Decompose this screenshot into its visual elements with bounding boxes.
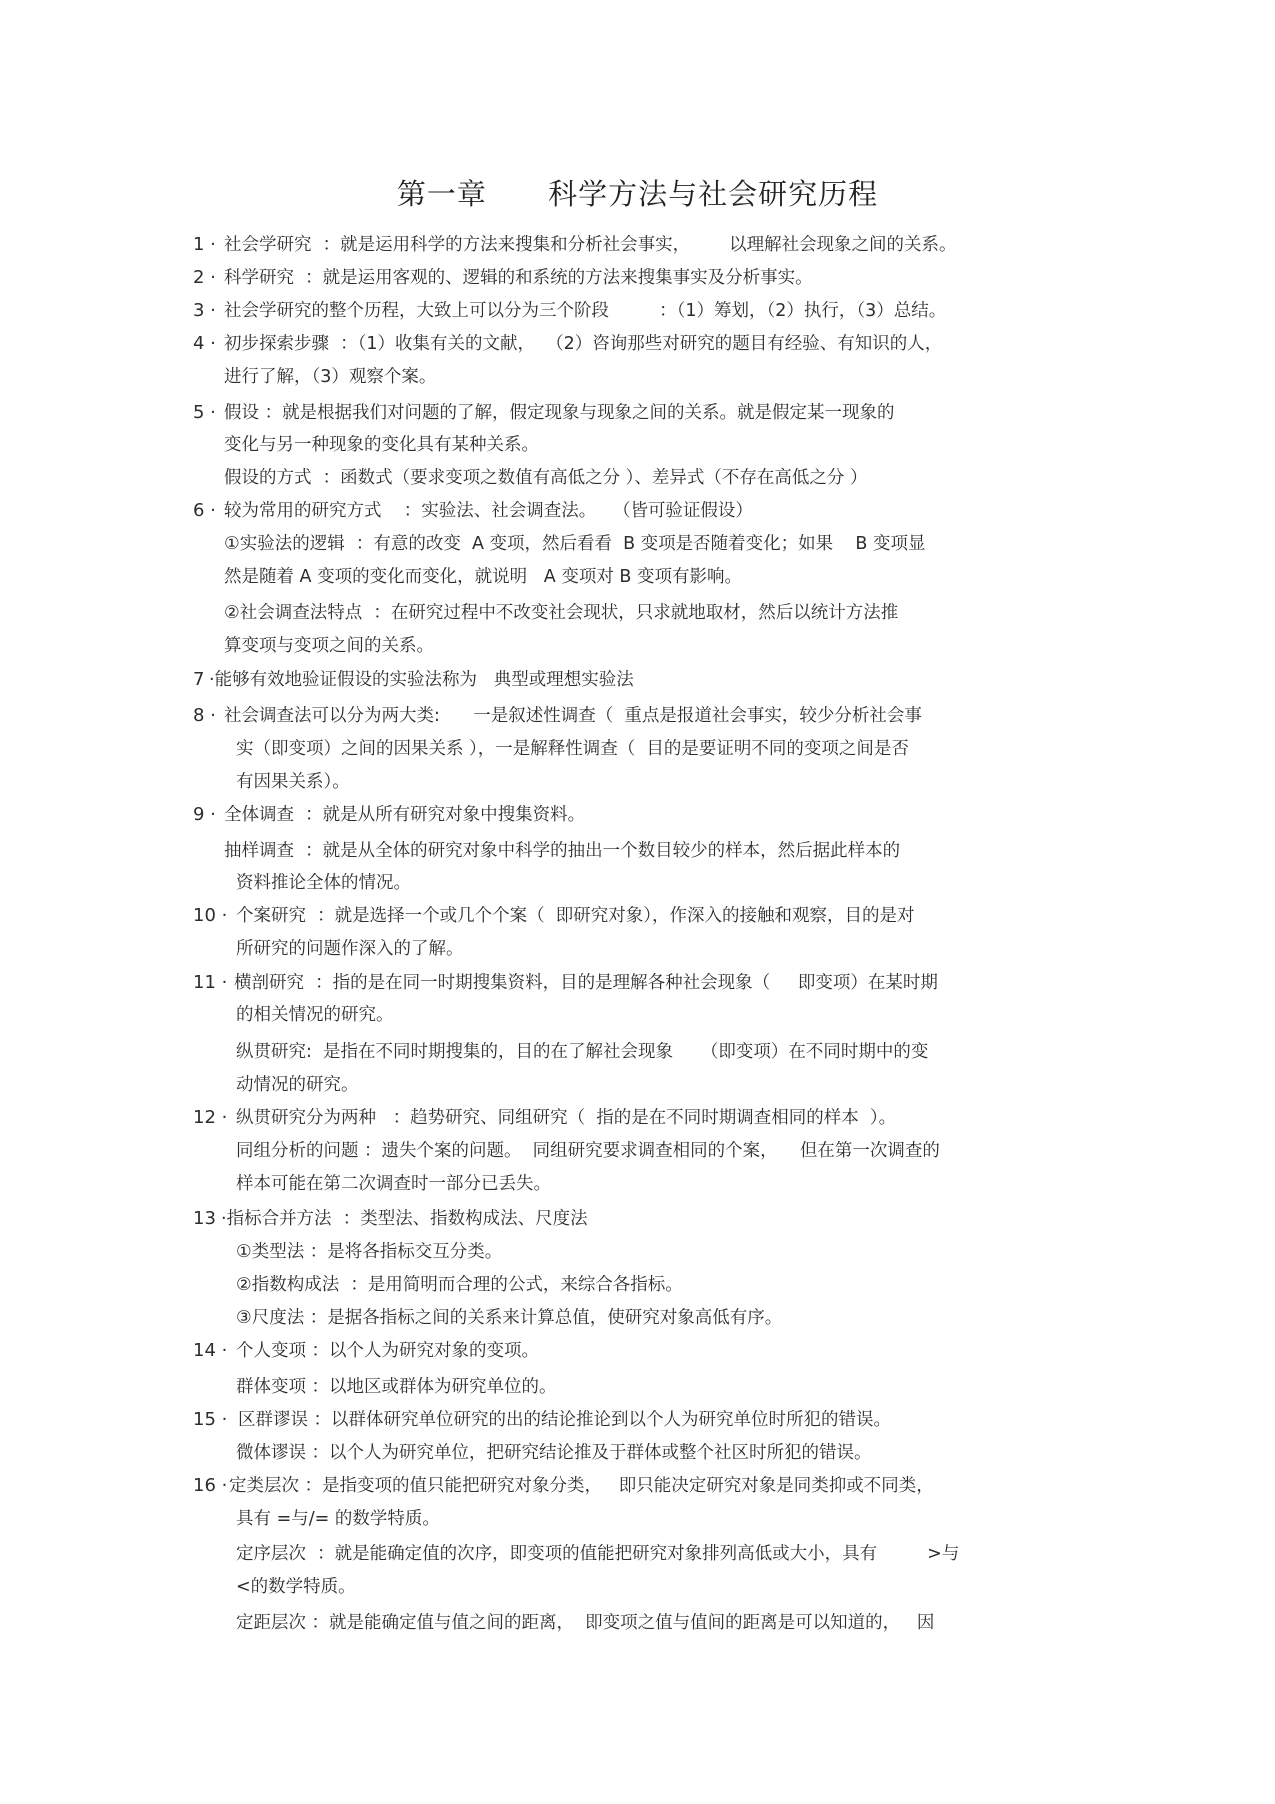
item-16-ordinal-cont: <的数学特质。 <box>236 1577 356 1597</box>
item-8-text: 社会调查法可以分为两大类: 一是叙述性调查（ 重点是报道社会事实，较少分析社会事 <box>224 706 922 726</box>
item-number-8: 8 · <box>193 705 216 726</box>
item-7-text: ·能够有效地验证假设的实验法称为 典型或理想实验法 <box>209 670 634 690</box>
item-number-5: 5 · <box>193 402 216 423</box>
item-13-scale: ③尺度法 ：是据各指标之间的关系来计算总值，使研究对象高低有序。 <box>236 1308 783 1328</box>
item-12-panel-issue-cont: 样本可能在第二次调查时一部分已丢失。 <box>236 1174 551 1194</box>
item-13-index: ②指数构成法 ：是用简明而合理的公式，来综合各指标。 <box>236 1275 683 1295</box>
item-11-longitudinal: 纵贯研究: 是指在不同时期搜集的，目的在了解社会现象 （即变项）在不同时期中的变 <box>236 1042 929 1062</box>
item-11-longitudinal-cont: 动情况的研究。 <box>236 1075 359 1095</box>
item-number-11: 11 · <box>193 972 228 993</box>
item-6-experiment-logic-cont: 然是随着 A 变项的变化而变化，就说明 A 变项对 B 变项有影响。 <box>224 567 742 587</box>
item-8-text-cont: 实（即变项）之间的因果关系 ），一是解释性调查（ 目的是要证明不同的变项之间是否 <box>236 739 909 759</box>
item-number-4: 4 · <box>193 333 216 354</box>
item-8-text-end: 有因果关系）。 <box>236 772 350 792</box>
item-number-10: 10 · <box>193 905 228 926</box>
item-10-text-cont: 所研究的问题作深入的了解。 <box>236 939 464 959</box>
item-6-survey-features-cont: 算变项与变项之间的关系。 <box>224 636 434 656</box>
item-1-text: 社会学研究 ：就是运用科学的方法来搜集和分析社会事实， 以理解社会现象之间的关系。 <box>224 235 957 255</box>
chapter-title: 第一章 科学方法与社会研究历程 <box>396 177 879 211</box>
item-14-text: 个人变项 ：以个人为研究对象的变项。 <box>236 1341 540 1361</box>
item-11-text-cont: 的相关情况的研究。 <box>236 1005 394 1025</box>
item-number-2: 2 · <box>193 267 216 288</box>
item-16-ordinal: 定序层次 ：就是能确定值的次序，即变项的值能把研究对象排列高低或大小，具有 >与 <box>236 1544 960 1564</box>
item-15-text: 区群谬误 ：以群体研究单位研究的出的结论推论到以个人为研究单位时所犯的错误。 <box>238 1410 892 1430</box>
item-16-interval: 定距层次 ：就是能确定值与值之间的距离， 即变项之值与值间的距离是可以知道的， 因 <box>236 1613 935 1633</box>
item-15-micro-fallacy: 微体谬误 ：以个人为研究单位，把研究结论推及于群体或整个社区时所犯的错误。 <box>236 1443 872 1463</box>
item-number-14: 14 · <box>193 1340 228 1361</box>
item-13-typology: ①类型法 ：是将各指标交互分类。 <box>236 1242 503 1262</box>
item-16-text: 定类层次 ：是指变项的值只能把研究对象分类， 即只能决定研究对象是同类抑或不同类， <box>229 1476 934 1496</box>
item-number-12: 12 · <box>193 1107 228 1128</box>
item-number-15: 15 · <box>193 1409 228 1430</box>
item-number-1: 1 · <box>193 234 216 255</box>
item-13-text: ·指标合并方法 ：类型法、指数构成法、尺度法 <box>221 1209 588 1229</box>
item-6-text: 较为常用的研究方式 ：实验法、社会调查法。 （皆可验证假设） <box>224 501 753 521</box>
item-12-text: 纵贯研究分为两种 ：趋势研究、同组研究（ 指的是在不同时期调查相同的样本 ）。 <box>236 1108 897 1128</box>
item-10-text: 个案研究 ：就是选择一个或几个个案（ 即研究对象），作深入的接触和观察，目的是对 <box>236 906 915 926</box>
item-2-text: 科学研究 ：就是运用客观的、逻辑的和系统的方法来搜集事实及分析事实。 <box>224 268 813 288</box>
item-11-text: 横剖研究 ：指的是在同一时期搜集资料，目的是理解各种社会现象（ 即变项）在某时期 <box>234 973 938 993</box>
item-5-hypothesis-forms: 假设的方式 ：函数式（要求变项之数值有高低之分 ）、差异式（不存在高低之分 ） <box>224 468 868 488</box>
item-9-sampling: 抽样调查 ：就是从全体的研究对象中科学的抽出一个数目较少的样本，然后据此样本的 <box>224 841 901 861</box>
item-4-text-cont: 进行了解，（3）观察个案。 <box>224 367 437 387</box>
item-6-survey-features: ②社会调查法特点 ：在研究过程中不改变社会现状，只求就地取材，然后以统计方法推 <box>224 603 899 623</box>
item-number-16: 16 · <box>193 1475 228 1496</box>
item-number-6: 6 · <box>193 500 216 521</box>
item-4-text: 初步探索步骤 ：（1）收集有关的文献， （2）咨询那些对研究的题目有经验、有知识的人， <box>224 334 943 354</box>
item-number-3: 3 · <box>193 300 216 321</box>
item-5-text-cont: 变化与另一种现象的变化具有某种关系。 <box>224 435 539 455</box>
item-14-group-variable: 群体变项 ：以地区或群体为研究单位的。 <box>236 1377 557 1397</box>
item-number-7: 7 <box>193 669 205 690</box>
item-9-sampling-cont: 资料推论全体的情况。 <box>236 873 411 893</box>
item-3-text: 社会学研究的整个历程，大致上可以分为三个阶段 ：（1）筹划，（2）执行，（3）总结。 <box>224 301 947 321</box>
item-5-text: 假设 ：就是根据我们对问题的了解，假定现象与现象之间的关系。就是假定某一现象的 <box>224 403 895 423</box>
item-number-13: 13 <box>193 1208 216 1229</box>
item-16-text-cont: 具有 =与/= 的数学特质。 <box>236 1509 440 1529</box>
item-9-text: 全体调查 ：就是从所有研究对象中搜集资料。 <box>224 805 586 825</box>
item-12-panel-issue: 同组分析的问题 ：遗失个案的问题。 同组研究要求调查相同的个案， 但在第一次调查的 <box>236 1141 940 1161</box>
item-number-9: 9 · <box>193 804 216 825</box>
item-6-experiment-logic: ①实验法的逻辑 ：有意的改变 A 变项，然后看看 B 变项是否随着变化；如果 B 变项显 <box>224 534 926 554</box>
